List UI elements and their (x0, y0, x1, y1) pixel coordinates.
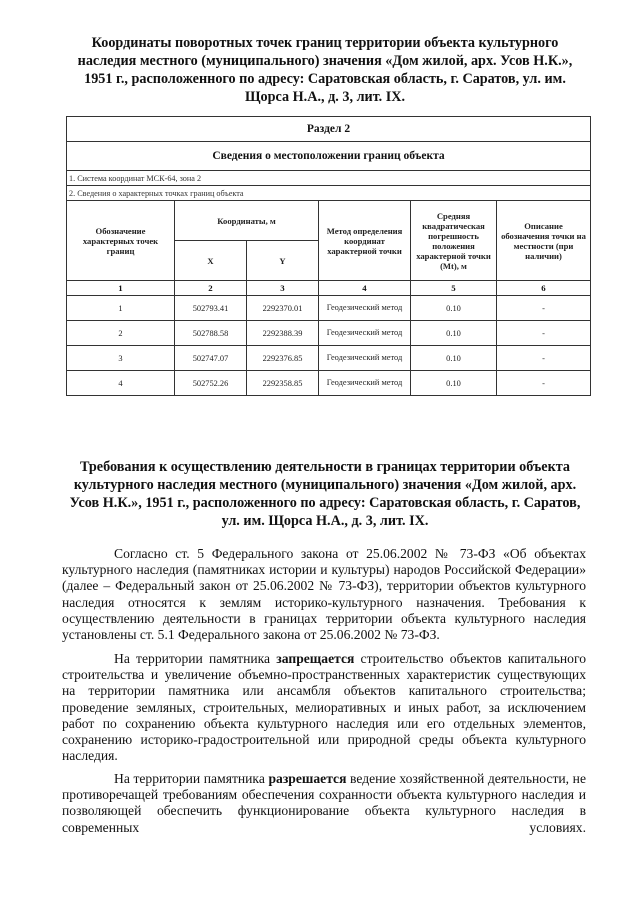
point-error: 0.10 (411, 296, 497, 321)
point-number: 1 (67, 296, 175, 321)
paragraph-permitted-lead: На территории памятника (114, 771, 269, 786)
header-y: Y (247, 241, 319, 281)
document-title: Координаты поворотных точек границ территории объекта культурного наследия местного (муниципального) значения «Дом жилой, арх. Усов Н.К.», 1951 г., расположенного по адресу: Саратовская область, г. Саратов, ул. им. Щорса Н.А., д. 3, лит. IX. (77, 35, 573, 105)
table-row (67, 346, 591, 371)
point-x: 502752.26 (175, 371, 247, 396)
table-row (67, 321, 591, 346)
point-error: 0.10 (411, 371, 497, 396)
point-error: 0.10 (411, 346, 497, 371)
point-x: 502793.41 (175, 296, 247, 321)
point-description: - (497, 371, 591, 396)
point-y: 2292370.01 (247, 296, 319, 321)
coordinates-table (66, 116, 591, 396)
col-number: 1 (67, 281, 175, 296)
header-coords: Координаты, м (175, 201, 319, 241)
header-description: Описание обозначения точки на местности (при наличии) (497, 201, 591, 281)
point-y: 2292376.85 (247, 346, 319, 371)
point-number: 2 (67, 321, 175, 346)
header-error: Средняя квадратическая погрешность положения характерной точки (Mt), м (411, 201, 497, 281)
point-x: 502747.07 (175, 346, 247, 371)
paragraph-prohibited-lead: На территории памятника (114, 651, 277, 666)
point-number: 3 (67, 346, 175, 371)
table-row (67, 371, 591, 396)
point-error: 0.10 (411, 321, 497, 346)
keyword-prohibited: запрещается (276, 651, 355, 666)
paragraph-permitted (62, 771, 586, 836)
header-method: Метод определения координат характерной точки (319, 201, 411, 281)
point-y: 2292388.39 (247, 321, 319, 346)
point-method: Геодезический метод (319, 371, 411, 396)
point-description: - (497, 321, 591, 346)
point-number: 4 (67, 371, 175, 396)
point-x: 502788.58 (175, 321, 247, 346)
point-description: - (497, 296, 591, 321)
point-method: Геодезический метод (319, 321, 411, 346)
point-method: Геодезический метод (319, 296, 411, 321)
col-number: 5 (411, 281, 497, 296)
col-number: 3 (247, 281, 319, 296)
paragraph-prohibited-body: строительство объектов капитального строительства и увеличение объемно-пространственных характеристик существующих на территории памятника или ансамбля объектов капитального строительства; проведение земляных, строительных, мелиоративных и иных работ, за исключением работ по сохранению объекта культурного наследия или его отдельных элементов, сохранению историко-градостроительной или природной среды объекта культурного наследия. (62, 651, 586, 764)
coord-system-note: 1. Система координат МСК-64, зона 2 (67, 171, 591, 186)
point-description: - (497, 346, 591, 371)
section-heading: Сведения о местоположении границ объекта (67, 142, 591, 171)
col-number: 2 (175, 281, 247, 296)
table-row (67, 296, 591, 321)
paragraph-legal-basis: Согласно ст. 5 Федерального закона от 25.06.2002 № 73-ФЗ «Об объектах культурного наследия (памятниках истории и культуры) народов Российской Федерации» (далее – Федеральный закон от 25.06.2002 № 73-ФЗ), территории объектов культурного наследия относятся к землям историко-культурного назначения. Требования к осуществлению деятельности в границах территории объекта культурного наследия установлены ст. 5.1 Федерального закона от 25.06.2002 № 73-ФЗ. (62, 546, 586, 643)
keyword-permitted: разрешается (268, 771, 347, 786)
section-label: Раздел 2 (67, 117, 591, 142)
header-designation: Обозначение характерных точек границ (67, 201, 175, 281)
point-y: 2292358.85 (247, 371, 319, 396)
paragraph-prohibited (62, 651, 586, 764)
header-x: X (175, 241, 247, 281)
requirements-title: Требования к осуществлению деятельности в границах территории объекта культурного наследия местного (муниципального) значения «Дом жилой, арх. Усов Н.К.», 1951 г., расположенного по адресу: Саратовская область, г. Саратов, ул. им. Щорса Н.А., д. 3, лит. IX. (69, 459, 581, 529)
col-number: 4 (319, 281, 411, 296)
col-number: 6 (497, 281, 591, 296)
paragraph-permitted-body: ведение хозяйственной деятельности, не противоречащей требованиям обеспечения сохранности объекта культурного наследия и позволяющей обеспечить функционирование объекта культурного наследия в современных условиях. (62, 771, 586, 835)
points-info-note: 2. Сведения о характерных точках границ объекта (67, 186, 591, 201)
point-method: Геодезический метод (319, 346, 411, 371)
